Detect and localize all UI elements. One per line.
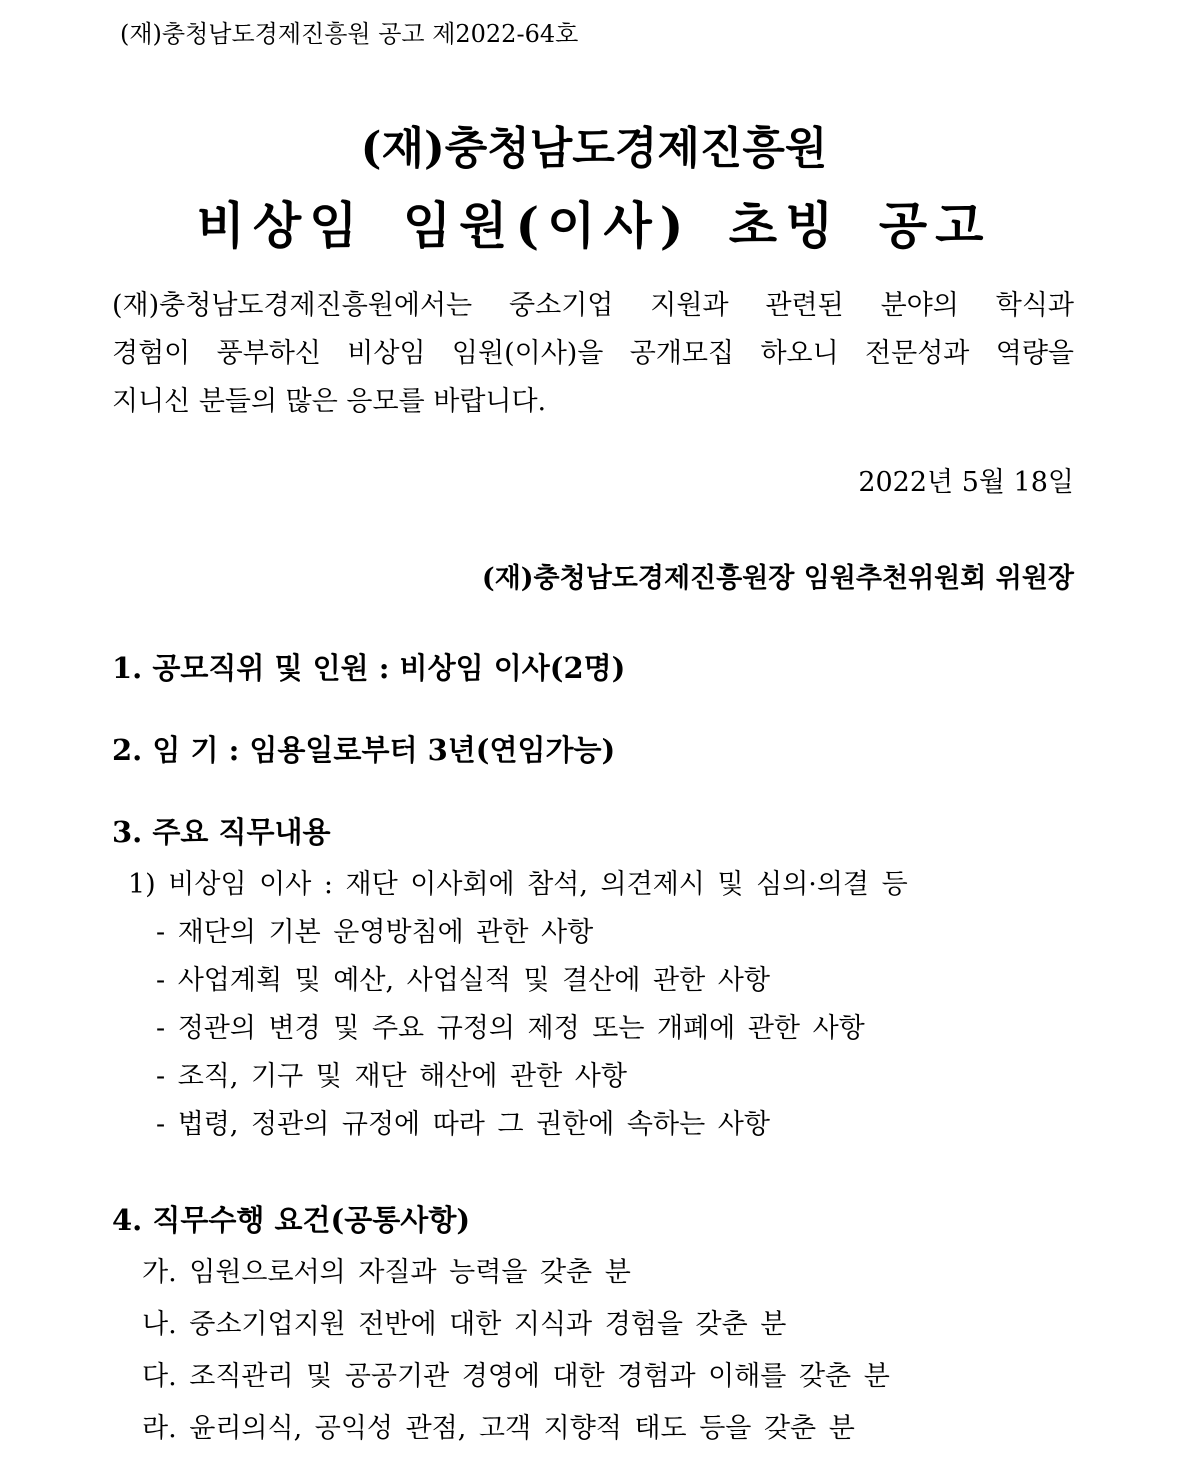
title-organization: (재)충청남도경제진흥원 [360,123,828,174]
intro-paragraph [112,282,1074,426]
intro-line: 지니신 분들의 많은 응모를 바랍니다. [112,386,547,417]
announcement-date: 2022년 5월 18일 [858,467,1074,498]
section-3-heading: 3. 주요 직무내용 [112,815,331,849]
section-4-item: 다. 조직관리 및 공공기관 경영에 대한 경험과 이해를 갖춘 분 [142,1361,890,1392]
signer: (재)충청남도경제진흥원장 임원추천위원회 위원장 [481,563,1074,594]
section-2-term: 2. 임 기 : 임용일로부터 3년(연임가능) [112,733,616,767]
section-3-bullet: - 정관의 변경 및 주요 규정의 제정 또는 개폐에 관한 사항 [156,1013,865,1044]
section-4-heading: 4. 직무수행 요건(공통사항) [112,1203,471,1237]
section-3-bullet: - 재단의 기본 운영방침에 관한 사항 [156,917,594,948]
section-4-item: 가. 임원으로서의 자질과 능력을 갖춘 분 [142,1257,631,1288]
intro-line: (재)충청남도경제진흥원에서는 중소기업 지원과 관련된 분야의 학식과 [112,290,1074,321]
section-4-item: 라. 윤리의식, 공익성 관점, 고객 지향적 태도 등을 갖춘 분 [142,1413,855,1444]
title-announcement: 비상임 임원(이사) 초빙 공고 [196,196,992,255]
section-3-item-1: 1) 비상임 이사 : 재단 이사회에 참석, 의견제시 및 심의·의결 등 [128,869,908,900]
section-1-position: 1. 공모직위 및 인원 : 비상임 이사(2명) [112,651,626,685]
section-3-bullet: - 조직, 기구 및 재단 해산에 관한 사항 [156,1061,627,1092]
intro-line: 경험이 풍부하신 비상임 임원(이사)을 공개모집 하오니 전문성과 역량을 [112,338,1074,369]
section-3-bullet: - 법령, 정관의 규정에 따라 그 권한에 속하는 사항 [156,1109,770,1140]
section-3-bullet: - 사업계획 및 예산, 사업실적 및 결산에 관한 사항 [156,965,770,996]
section-4-item: 나. 중소기업지원 전반에 대한 지식과 경험을 갖춘 분 [142,1309,787,1340]
notice-number: (재)충청남도경제진흥원 공고 제2022-64호 [120,20,579,48]
